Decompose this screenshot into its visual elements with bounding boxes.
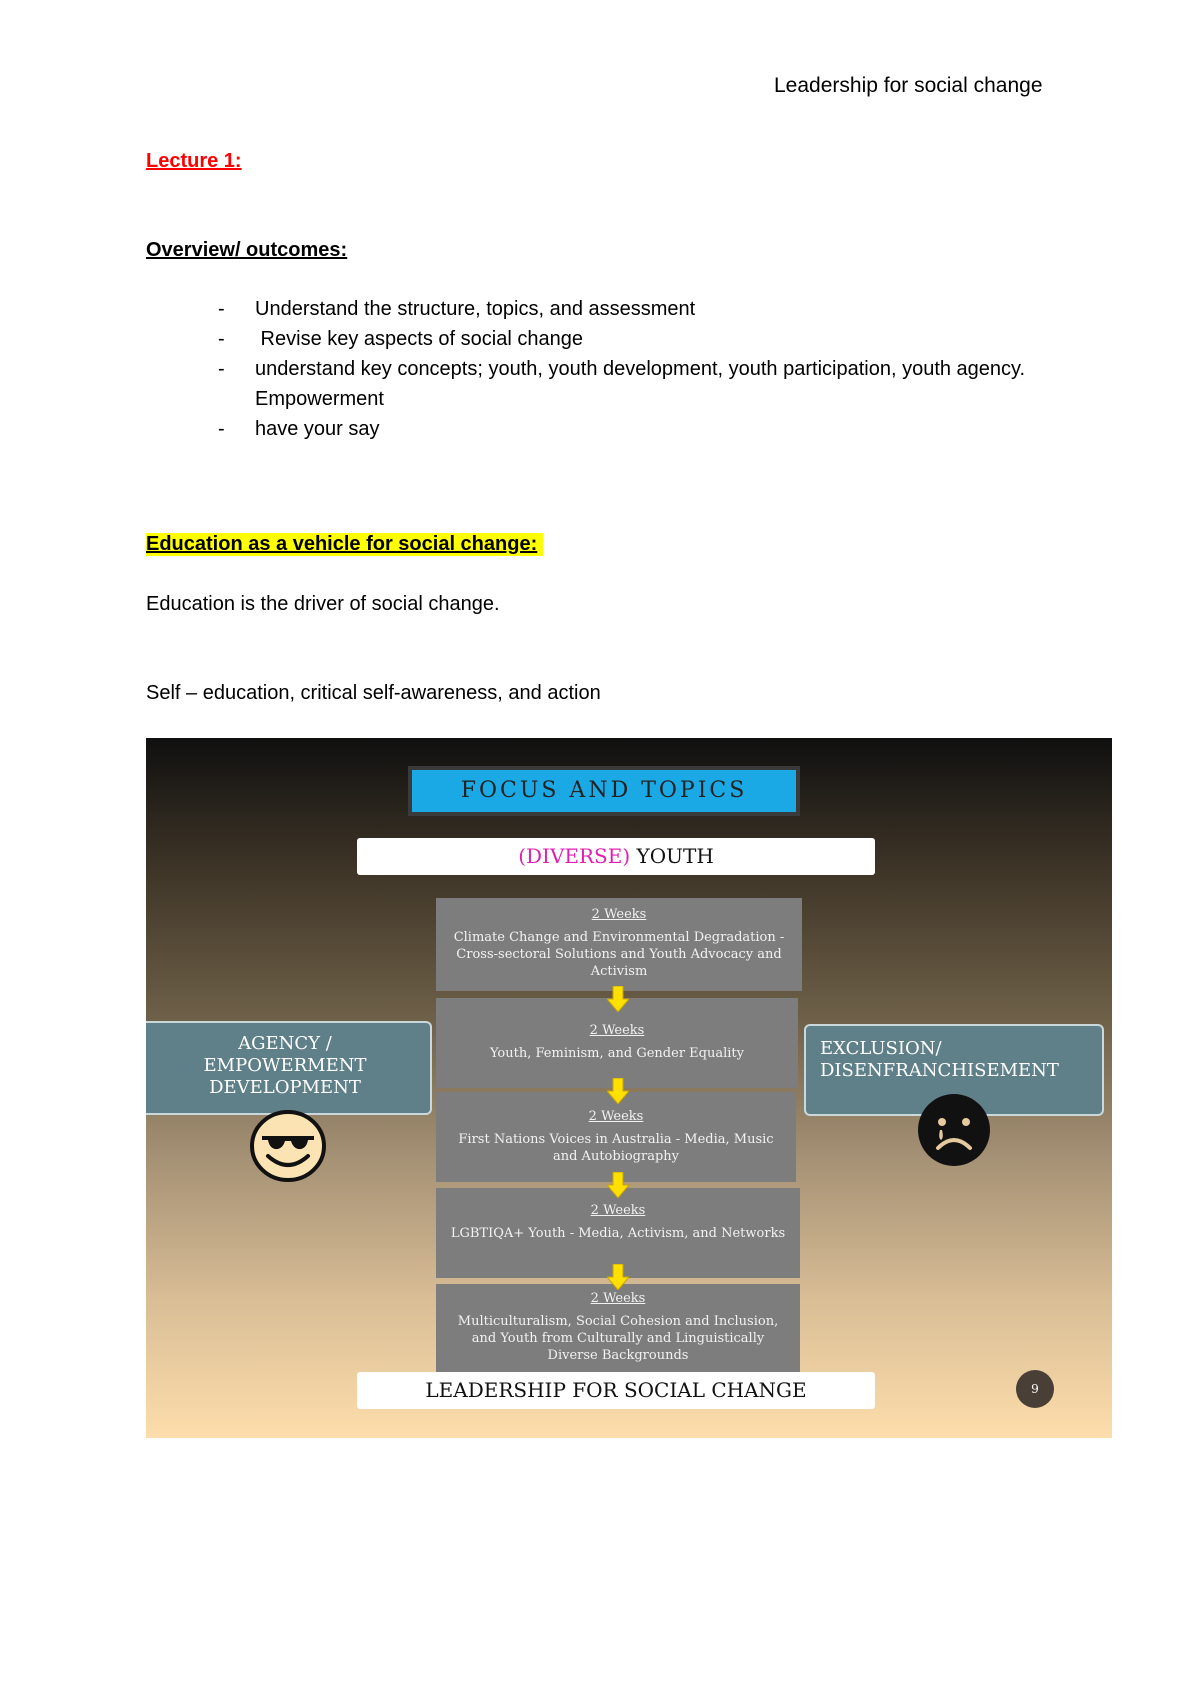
exclusion-label: EXCLUSION/	[820, 1038, 942, 1059]
development-label: DEVELOPMENT	[209, 1077, 361, 1098]
topic-weeks: 2 Weeks	[589, 1023, 645, 1038]
down-arrow-icon	[607, 1078, 629, 1104]
topic-block	[436, 1284, 800, 1376]
agency-box	[146, 1021, 432, 1115]
outcomes-list	[146, 294, 1066, 444]
slide-footer: LEADERSHIP FOR SOCIAL CHANGE	[357, 1372, 875, 1409]
cool-face-icon	[248, 1108, 328, 1184]
topic-description: Climate Change and Environmental Degradation - Cross-sectoral Solutions and Youth Advocacy and Activism	[453, 930, 785, 979]
youth-label: YOUTH	[630, 844, 714, 868]
topic-description: Multiculturalism, Social Cohesion and Inclusion, and Youth from Culturally and Linguistically Diverse Backgrounds	[457, 1314, 779, 1363]
slide-page-number: 9	[1016, 1370, 1054, 1408]
disenfranchisement-label: DISENFRANCHISEMENT	[820, 1060, 1059, 1081]
sad-face-icon	[916, 1092, 992, 1168]
education-heading: Education as a vehicle for social change:	[146, 533, 543, 556]
diverse-label: (DIVERSE)	[518, 844, 631, 868]
list-item: - have your say	[146, 414, 1066, 444]
education-text: Education is the driver of social change.	[146, 593, 500, 615]
topic-block	[436, 1092, 796, 1182]
topic-weeks: 2 Weeks	[590, 1203, 646, 1218]
topic-weeks: 2 Weeks	[590, 1291, 646, 1306]
down-arrow-icon	[607, 986, 629, 1012]
down-arrow-icon	[607, 1172, 629, 1198]
topic-description: First Nations Voices in Australia - Media, Music and Autobiography	[458, 1132, 774, 1164]
list-item: - Understand the structure, topics, and assessment	[146, 294, 1066, 324]
list-item: - understand key concepts; youth, youth development, youth participation, youth agency. Empowerment	[146, 354, 1066, 414]
topic-weeks: 2 Weeks	[588, 1109, 644, 1124]
topic-description: LGBTIQA+ Youth - Media, Activism, and Networks	[450, 1226, 786, 1241]
topic-block	[436, 898, 802, 991]
youth-banner	[357, 838, 875, 875]
slide-title: FOCUS AND TOPICS	[408, 766, 800, 816]
empowerment-label: EMPOWERMENT	[203, 1055, 367, 1076]
focus-topics-slide	[146, 738, 1112, 1438]
overview-heading: Overview/ outcomes:	[146, 239, 348, 261]
self-education-text: Self – education, critical self-awareness, and action	[146, 682, 601, 704]
document-header: Leadership for social change	[774, 74, 1043, 97]
agency-label: AGENCY /	[238, 1033, 332, 1054]
topic-description: Youth, Feminism, and Gender Equality	[489, 1046, 744, 1061]
down-arrow-icon	[607, 1264, 629, 1290]
lecture-heading: Lecture 1:	[146, 150, 242, 172]
topic-weeks: 2 Weeks	[591, 907, 647, 922]
list-item: - Revise key aspects of social change	[146, 324, 1066, 354]
